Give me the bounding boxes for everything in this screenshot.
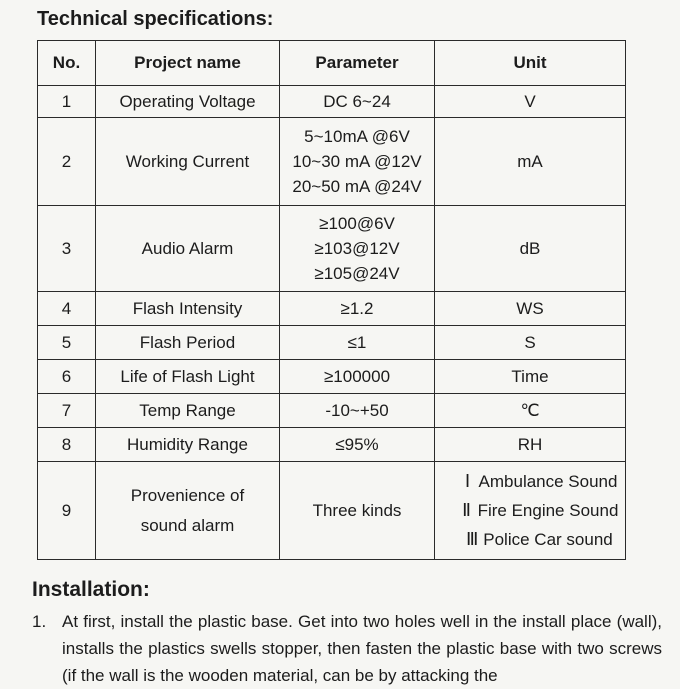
param-line: ≥1.2 xyxy=(340,299,374,318)
row-unit xyxy=(435,326,626,360)
row-name: Life of Flash Light xyxy=(96,360,280,394)
row-no: 9 xyxy=(38,462,96,560)
table-row xyxy=(38,292,626,326)
row-name: Working Current xyxy=(96,118,280,206)
row-param xyxy=(280,86,435,118)
row-name xyxy=(96,462,280,560)
row-name: Flash Intensity xyxy=(96,292,280,326)
param-line: ≥100000 xyxy=(323,367,391,386)
unit-line: Time xyxy=(511,367,549,386)
param-line: 20~50 mA @24V xyxy=(292,177,422,196)
header-project-name: Project name xyxy=(96,41,280,86)
unit-line: RH xyxy=(517,435,543,454)
unit-line: WS xyxy=(516,299,544,318)
row-param xyxy=(280,292,435,326)
spec-title: Technical specifications: xyxy=(37,8,274,30)
param-line: ≤95% xyxy=(335,435,379,454)
table-row xyxy=(38,206,626,292)
unit-line: dB xyxy=(519,239,541,258)
header-row xyxy=(38,41,626,86)
unit-line: S xyxy=(524,333,536,352)
row-no: 5 xyxy=(38,326,96,360)
sound-option xyxy=(449,525,625,554)
param-line: Three kinds xyxy=(312,501,402,520)
row-param xyxy=(280,206,435,292)
sound-option-label: Ambulance Sound xyxy=(478,472,618,491)
installation-step xyxy=(32,608,662,689)
row-no: 7 xyxy=(38,394,96,428)
row-param xyxy=(280,326,435,360)
roman-numeral: Ⅱ xyxy=(462,500,471,520)
row-param xyxy=(280,118,435,206)
param-line: ≥100@6V xyxy=(319,214,395,233)
row-no: 4 xyxy=(38,292,96,326)
row-no: 1 xyxy=(38,86,96,118)
roman-numeral: Ⅰ xyxy=(464,471,471,491)
table-row xyxy=(38,118,626,206)
sound-option xyxy=(449,496,625,525)
unit-line: ℃ xyxy=(520,401,540,420)
param-line: 5~10mA @6V xyxy=(304,127,410,146)
row-name: Audio Alarm xyxy=(96,206,280,292)
row-name: Operating Voltage xyxy=(96,86,280,118)
row-unit xyxy=(435,118,626,206)
row-unit xyxy=(435,394,626,428)
table-row xyxy=(38,86,626,118)
header-unit: Unit xyxy=(435,41,626,86)
row-param xyxy=(280,428,435,462)
table-row xyxy=(38,428,626,462)
row-unit xyxy=(435,86,626,118)
unit-line: V xyxy=(524,92,536,111)
header-parameter: Parameter xyxy=(280,41,435,86)
table-row xyxy=(38,462,626,560)
sound-option-label: Police Car sound xyxy=(483,530,613,549)
param-line: 10~30 mA @12V xyxy=(292,152,422,171)
row-name: Temp Range xyxy=(96,394,280,428)
installation-title: Installation: xyxy=(32,578,150,601)
param-line: -10~+50 xyxy=(325,401,389,420)
param-line: ≥103@12V xyxy=(314,239,400,258)
row-param xyxy=(280,394,435,428)
row-name: Humidity Range xyxy=(96,428,280,462)
name-line: Provenience of xyxy=(130,485,245,505)
row-unit xyxy=(435,292,626,326)
param-line: ≥105@24V xyxy=(314,264,400,283)
sound-option xyxy=(449,467,625,496)
row-param xyxy=(280,360,435,394)
roman-numeral: Ⅲ xyxy=(466,529,479,549)
row-param xyxy=(280,462,435,560)
spec-table xyxy=(37,40,626,560)
unit-line: mA xyxy=(517,152,543,171)
step-number: 1. xyxy=(32,612,47,631)
step-text: At first, install the plastic base. Get into two holes well in the install place (wall), installs the plastics swells stopper, then fasten the plastic base with two screws (if the wall is the wooden material, can be by attacking the xyxy=(62,612,662,685)
name-line: sound alarm xyxy=(140,515,235,535)
row-unit xyxy=(435,462,626,560)
row-no: 2 xyxy=(38,118,96,206)
param-line: DC 6~24 xyxy=(323,92,391,111)
table-row xyxy=(38,326,626,360)
sound-option-label: Fire Engine Sound xyxy=(477,501,619,520)
table-row xyxy=(38,360,626,394)
header-no: No. xyxy=(38,41,96,86)
row-no: 6 xyxy=(38,360,96,394)
row-no: 8 xyxy=(38,428,96,462)
param-line: ≤1 xyxy=(347,333,367,352)
row-unit xyxy=(435,206,626,292)
row-name: Flash Period xyxy=(96,326,280,360)
table-row xyxy=(38,394,626,428)
row-unit xyxy=(435,428,626,462)
row-unit xyxy=(435,360,626,394)
row-no: 3 xyxy=(38,206,96,292)
